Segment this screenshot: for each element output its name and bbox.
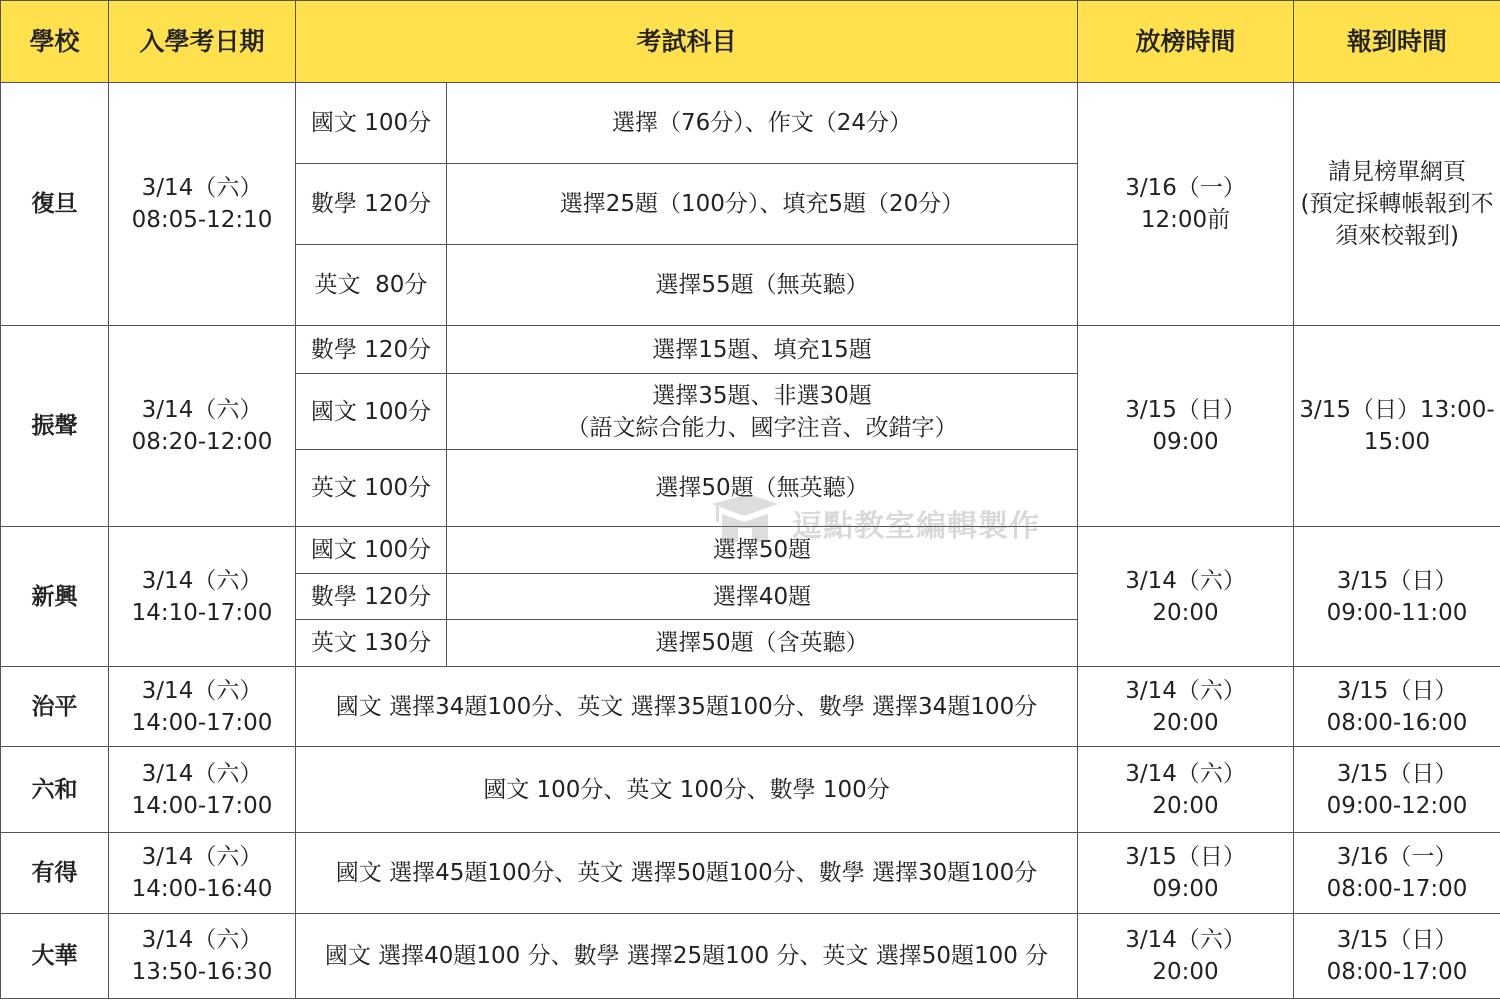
school-name: 治平 xyxy=(1,667,109,747)
subject-score: 數學 120分 xyxy=(296,164,447,245)
school-name: 復旦 xyxy=(1,83,109,326)
subject-score: 英文 100分 xyxy=(296,450,447,527)
release-time: 3/15（日） 09:00 xyxy=(1078,326,1294,527)
report-time: 3/15（日） 08:00-17:00 xyxy=(1294,914,1500,999)
subject-detail: 選擇35題、非選30題 （語文綜合能力、國字注音、改錯字） xyxy=(447,374,1078,450)
subject-score: 英文 130分 xyxy=(296,620,447,667)
header-exam-date: 入學考日期 xyxy=(109,1,296,83)
header-report-time: 報到時間 xyxy=(1294,1,1500,83)
subject-score: 國文 100分 xyxy=(296,527,447,574)
subject-summary: 國文 選擇45題100分、英文 選擇50題100分、數學 選擇30題100分 xyxy=(296,833,1078,914)
subject-detail: 選擇50題（無英聽） xyxy=(447,450,1078,527)
watermark-text: 逗點教室編輯製作 xyxy=(792,509,1040,544)
table-row xyxy=(1,83,1500,164)
subject-score: 國文 100分 xyxy=(296,83,447,164)
header-release-time: 放榜時間 xyxy=(1078,1,1294,83)
subject-detail: 選擇50題 xyxy=(447,527,1078,574)
exam-date: 3/14（六） 14:00-16:40 xyxy=(109,833,296,914)
school-name: 六和 xyxy=(1,747,109,833)
exam-date: 3/14（六） 13:50-16:30 xyxy=(109,914,296,999)
table-row xyxy=(1,326,1500,374)
subject-detail: 選擇15題、填充15題 xyxy=(447,326,1078,374)
report-time: 請見榜單網頁 (預定採轉帳報到不 須來校報到) xyxy=(1294,83,1500,326)
subject-summary: 國文 選擇34題100分、英文 選擇35題100分、數學 選擇34題100分 xyxy=(296,667,1078,747)
header-row xyxy=(1,1,1500,83)
exam-date: 3/14（六） 14:00-17:00 xyxy=(109,747,296,833)
report-time: 3/16（一） 08:00-17:00 xyxy=(1294,833,1500,914)
subject-detail: 選擇（76分）、作文（24分） xyxy=(447,83,1078,164)
release-time: 3/15（日） 09:00 xyxy=(1078,833,1294,914)
table-row xyxy=(1,527,1500,574)
subject-detail: 選擇55題（無英聽） xyxy=(447,245,1078,326)
subject-detail: 選擇25題（100分）、填充5題（20分） xyxy=(447,164,1078,245)
release-time: 3/16（一） 12:00前 xyxy=(1078,83,1294,326)
release-time: 3/14（六） 20:00 xyxy=(1078,667,1294,747)
school-name: 新興 xyxy=(1,527,109,667)
subject-score: 英文 80分 xyxy=(296,245,447,326)
subject-score: 數學 120分 xyxy=(296,574,447,620)
subject-score: 國文 100分 xyxy=(296,374,447,450)
report-time: 3/15（日）13:00- 15:00 xyxy=(1294,326,1500,527)
report-time: 3/15（日） 08:00-16:00 xyxy=(1294,667,1500,747)
subject-score: 數學 120分 xyxy=(296,326,447,374)
release-time: 3/14（六） 20:00 xyxy=(1078,914,1294,999)
exam-date: 3/14（六） 14:00-17:00 xyxy=(109,667,296,747)
table-row xyxy=(1,747,1500,833)
release-time: 3/14（六） 20:00 xyxy=(1078,527,1294,667)
exam-date: 3/14（六） 08:20-12:00 xyxy=(109,326,296,527)
subject-summary: 國文 選擇40題100 分、數學 選擇25題100 分、英文 選擇50題100 分 xyxy=(296,914,1078,999)
subject-summary: 國文 100分、英文 100分、數學 100分 xyxy=(296,747,1078,833)
report-time: 3/15（日） 09:00-12:00 xyxy=(1294,747,1500,833)
subject-detail: 選擇50題（含英聽） xyxy=(447,620,1078,667)
school-name: 有得 xyxy=(1,833,109,914)
header-subjects: 考試科目 xyxy=(296,1,1078,83)
table-row xyxy=(1,914,1500,999)
exam-date: 3/14（六） 14:10-17:00 xyxy=(109,527,296,667)
release-time: 3/14（六） 20:00 xyxy=(1078,747,1294,833)
exam-date: 3/14（六） 08:05-12:10 xyxy=(109,83,296,326)
header-school: 學校 xyxy=(1,1,109,83)
table-row xyxy=(1,667,1500,747)
school-name: 大華 xyxy=(1,914,109,999)
report-time: 3/15（日） 09:00-11:00 xyxy=(1294,527,1500,667)
table-row xyxy=(1,833,1500,914)
subject-detail: 選擇40題 xyxy=(447,574,1078,620)
school-name: 振聲 xyxy=(1,326,109,527)
